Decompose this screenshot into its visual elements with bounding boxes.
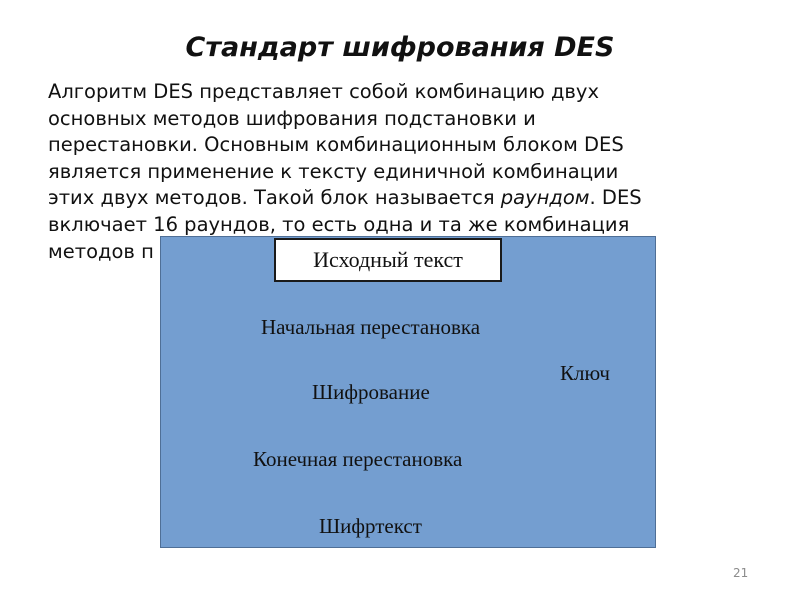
page-number: 21 xyxy=(733,566,749,580)
body-line-text: Алгоритм DES представляет собой комбинацию двух xyxy=(48,80,599,103)
body-line-text: перестановки. Основным комбинационным блоком DES xyxy=(48,133,624,157)
body-line-text: является применение к тексту единичной комбинации xyxy=(48,159,619,183)
body-line xyxy=(48,132,728,159)
body-line xyxy=(48,79,728,106)
body-line xyxy=(48,159,728,186)
plaintext-label: Исходный текст xyxy=(313,247,463,272)
body-line-text: включает 16 раундов, то есть одна и та же комбинация xyxy=(48,212,630,236)
body-line xyxy=(48,106,728,133)
plaintext-box xyxy=(274,238,502,282)
body-line-text: этих двух методов. Такой блок называется xyxy=(48,186,501,210)
key-label: Ключ xyxy=(560,361,610,385)
ciphertext-label: Шифртекст xyxy=(319,514,422,538)
body-line-text: . DES xyxy=(589,186,642,210)
body-line-text: методов п xyxy=(48,239,154,263)
encryption-label: Шифрование xyxy=(312,380,430,404)
initial-permutation-label: Начальная перестановка xyxy=(261,315,481,339)
final-permutation-label: Конечная перестановка xyxy=(253,447,463,471)
body-line xyxy=(48,185,728,212)
slide-title: Стандарт шифрования DES xyxy=(185,32,615,63)
body-line xyxy=(48,212,728,239)
body-line-text: основных методов шифрования подстановки и xyxy=(48,106,536,130)
emphasized-term: раундом xyxy=(500,186,590,210)
